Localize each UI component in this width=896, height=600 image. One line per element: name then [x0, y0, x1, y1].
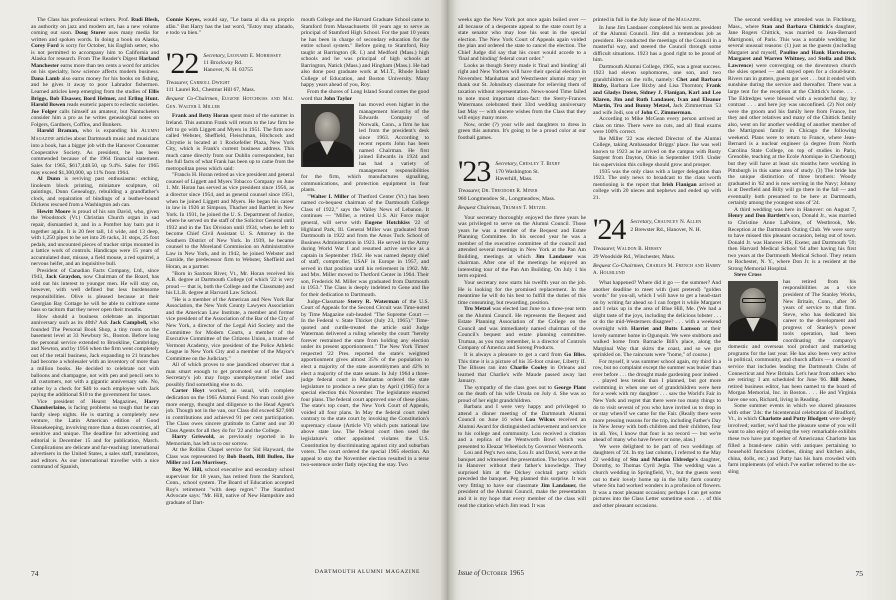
paragraph: Roy W. Hill, school executive and secondary school supervisor for 18 years, has retired from the Stamford, Conn., school system. The Board of Education accepted Roy's retirement "with deep regret." The Stamford Advocate says: "Mr. Hill, native of New Hampshire and graduate of Dart-	[166, 466, 294, 506]
paragraph: Looks as though Sterry made it 'final and binding' all right and New Yorkers will have their special election in November. Manhattan and Westchester alumni may yet thank our St. Johnsbury classmate for relieving them of taxation without representation. News-nosed Time failed to note most important class-fact: the Sterry-Frances Watermans celebrated their 33rd wedding anniversary last May — with sincere wishes from the Class that they will enjoy many more.	[458, 62, 586, 122]
paragraph: Harry Griswold, as previously reported in In Memoriam, has left us to our sorrow.	[166, 434, 294, 447]
paragraph: Carter Hoyt worked, as usual, with complete dedication on the 1965 Alumni Fund. No man could give more energy, thought and diligence to the Head Agent's job. Though not in the van, our Class did exceed $27,600 in contributions and achieved 91 per cent participation. The Class owes sincere gratitude to Carter and our 30 Class Agents for all they do for '22 and the College.	[166, 388, 294, 434]
paragraph: The second wedding we attended was in Fitchburg, Mass., where Stan and Barbara Chittick's daughter, Jane Rogers Chittick, was married to Jean-Bernard Martignoni, of Paris. This was a notable wedding for several unusual reasons: (1) just as the guests (including Margaret and myself, Pauline and Hank Hartshorne, Margaret and Warren Whitney, and Stella and Dick Lawrence) were converging on the downtown church the skies opened — and stayed open for a cloud-burst. Rivers ran in gutters, guests got wet . . . but it ended with sunshine during the service and thereafter. There was a large tent for the reception at the Chittick's home. . . . The Eldredges were blessed with a wonderful day, by contrast . . . and here joy was unconfined. (2) Not only were the groom and his family here from France, but they and other relatives and many of the Chittick family also, went on for another wedding of another member of the Martignoni family in Chicago the following weekend. Plans were to return to France, where Jean-Bernard is a nuclear engineer (a degree from North Carolina State College, on top of studies in Paris, Grenoble, teaching at the Ecole Atomique in Cherbourg) but they will have at least six months here working in Pittsburgh in this same area of study. (3) The bride has the unique distinction of three brothers: Woody graduated in '62 and is now serving in the Navy; Johnny is at Deerfield and Billy will go there in the fall — and eventually both presumed to be here at Dartmouth, certainly among the youngest sons of '24.	[728, 17, 856, 207]
paragraph: Barbara and I were very happy and privileged to attend a dinner meeting of the Dartmouth Alumni Council on June 16 when Lou Wilcox received an Alumni Award for distinguished achievement and service to his college and community. Lou received a citation and a replica of the Wentworth Bowl which was presented to Eleazar Wheelock by Governor Wentworth.	[458, 404, 586, 450]
issue-label: Issue of October 1965	[458, 569, 525, 577]
right-column-1	[458, 17, 586, 529]
paragraph: weeks ago the New York pot once again boiled over — all because of a desperate appeal to the state court by a state senator who may lose his seat in the special election. The New York Court of Appeals again voided the plan and ordered the state to cancel the election. The Chief Judge did say that his court would accede to a 'final and binding' federal court order."	[458, 17, 586, 63]
paragraph: For myself, it was summer school again, my third in a row, but no complaint except the summer was busier than ever before . . . the drought made gardening poor indeed . . . played less tennis than I planned, but got more swimming in when one set of grandchildren were here for a week with my daughter . . . saw the World's Fair in New York and regret that there were too many things to do to visit several of you who have invited us to drop in or stay when/if we came for the Fair. (Really there were more pressing reasons for the trip, including Father's Day in New Jersey with both children and their children, four in all. Yes, I know that four is no record — but we're ahead of many who have fewer or none, alas.)	[593, 358, 721, 444]
class-year: '24	[593, 213, 626, 247]
paragraph: At the Rollins Chapel service for Sid Hayward, the Class was represented by Bob Booth, Bill Bullen, Ike Miller and Len Morrissey.	[166, 447, 294, 467]
paragraph: Your secretary thoroughly enjoyed the three years he was privileged to serve on the Alumni Council. Those years he was a member of the Bequest and Estate Planning Committee. In his second year he was a member of the executive committee of the council and attended several meetings in New York at the Pan Am Building, meetings at which Jim Landauer was chairman. After one of the meetings he enjoyed an interesting tour of the Pan Am Building. On July 1 his term expired.	[458, 214, 586, 280]
paragraph: mouth College and the Harvard Graduate School came to Stamford from Massachusetts 18 years ago to serve as principal of Stamford High School. For the past 10 years he has been in charge of secondary education for the entire school system." Before going to Stamford, Roy taught at Barrington (R. I.) and Medford (Mass.) high schools and he was principal of high schools at Barrington, Natick (Mass.) and Hingham (Mass.). He had also done post graduate work at M.I.T., Rhode Island College of Education, and Boston University. Many happy years ahead of you, Roy.	[301, 17, 429, 89]
paragraph: According to Mike McGean every person arrived at class on time. There were no cuts, and all final exams were 100% correct.	[593, 116, 721, 136]
paragraph: President of Canadian Facts Company, Ltd., since 1943, Jack Graydon, now Chairman of the Board, has sold out his interest to younger men. He will stay on, however, with well defined but less burdensome responsibilities. Olive is pleased because at their Georgian Bay Cottage he will be able to cultivate some bass so taciturn that they never open their mouths.	[31, 267, 159, 314]
secretary-block: Secretary, Leonard E. Morrissey 11 Brockway Rd. Hanover, N. H. 03755	[203, 52, 282, 74]
paragraph: Harold Braman, who is expanding his Alumni Magazine articles about Dartmouth music and musicians into a book, has a bigger job with the Hanover Consumer Cooperative Society. As president, he has been commended because of the 1964 financial statement. Sales for 1965, $617,448.50, up 9.4%. Sales for 1965 may exceed $1,300,000, up 11% from 1964.	[31, 128, 159, 176]
running-title: DARTMOUTH ALUMNI MAGAZINE	[314, 569, 420, 575]
left-column-2	[166, 17, 294, 529]
paragraph: What happened? Where did it go — the summer? And another deadline to meet with (just pretend) "golden words" for you-all, which I will have to get a head-start on by writing far ahead so I can forget it while Margaret and I relax up in the area of Blue Hill, Me. (We had a slight taste of the joys, including the delicious lobster . . . or do the mid-Westerners disagree? . . . with a weekend overnight with Harriet and Butts Lamson at their lovely summer home in Ogunquit. We were stubborn and walked home from Barnacle Bill's place, along the Marginal Way that skirts the coast, and so we got sprinkled on. The raincoats were "home," of course.)	[593, 280, 721, 359]
paragraph: "Born in Saxtons River, Vt., Mr. Horan received his A.B. degree at Dartmouth College (of which '22 is very proud — that is, both the College and the Classmate) and his LL.B. degree at Harvard Law School.	[166, 270, 294, 297]
paragraph: In June Jim Landauer completed his term as president of the Alumni Council. Jim did a tremendous job as president. He conducted the meetings of the Council in a masterful way, and steered the Council through some difficult situations. 1923 has a good right to be proud of him.	[593, 24, 721, 64]
secretary-block: Secretary, Chauncey N. Allen 2 Brewster Rd., Hanover, N. H.	[630, 219, 702, 234]
paragraph: It is always a pleasure to get a card from Go Bliss. This time it is a picture of his 35-foot cruiser, Liberty II. The Blisses ran into Charlie Cooley in Orleans and learned that Charlie's wife Maude passed away last January.	[458, 351, 586, 385]
paragraph: "Walter I. Miller of Thetford Center (Vt.) has been named co-bequest chairman of the Dartmouth College Class of 1922," says the Valley News of Lebanon. It continues — "Miller, a retired U.S. Air Force major general, will serve with Eugene Hotchkiss '22 of Highland Park, Ill. General Miller was graduated from Dartmouth in 1922 and from the Amos Tuck School of Business Administration in 1923. He served in the Army during World War I and resumed active service as a captain in September 1942. He was named deputy chief of staff, comptroller, USAF in Europe in 1957, and served in that position until his retirement in 1962. Mr. and Mrs. Miller moved to Thetford Center in 1964. Their son, Frederick M. Miller was graduated from Dartmouth in 1953." The Class is deeply indebted to Gene and Ike for their dedication to Dartmouth.	[301, 193, 429, 298]
paragraph: Dartmouth Alumni College, 1965, was a great success. 1923 had eleven sophomores, one son, and two grandchildren on the rolls, namely: Chet and Barbara Bixby, Barbara Lee Bixby and Lisa Thornton; Frank and Gladys Doten, Sidney J. Flanigan, Karl and Lee Klaren, Jim and Ruth Landauer, Ivan and Eleanor Martin, Tru and Bunny Metzel, Jack Zimmerman '53 and wife Jodi, son of John C. Zimmerman.	[593, 63, 721, 116]
paragraph: Frank and Betty Horan spent most of the summer in Ireland. This autumn Frank will return to the law firm he left to go with Liggett and Myers in 1951. The firm now called Webster, Sheffield, Fleischman, Hitchcock and Chrystie is located at 1 Rockefeller Plaza, New York City, which is Frank's current business address. This much came directly from our Dublin correspondent, but the full facts of what Frank has been up to came from the metropolitan press which said:	[166, 113, 294, 172]
paragraph: Your secretary now starts his twelfth year on the job. He is looking for the promised replacement. In the meantime he will do his best to fulfill the duties of this time consuming, but rewarding, position.	[458, 279, 586, 306]
class-year: '23	[458, 155, 491, 189]
paragraph: All of which proves to one jaundiced observer that a man smart enough to get promoted out of the Class Secretary's job may forgo unemployment relief and possibly find something else to do.	[166, 362, 294, 388]
left-column-3	[301, 17, 429, 529]
class-year: '22	[166, 46, 199, 80]
paragraph: How should a business celebrate an important anniversary such as its 40th? Ask Jack Campbell, who founded The Personal Book Shop, a tiny room on the basement level at 33 Newbury St., Boston. Before long the personal service extended to Brookline, Cambridge, and Newton, and by 1956 when the firm went completely out of the retail business, Jack expanding to 21 branches had become a wholesaler with an inventory of more than a million books. He decided to celebrate not with balloons and champagne, not with pen and pencil sets to all customers, not with a gigantic anniversary sale. No, rather by a check for $40 to each employee with Jack paying the additional $10 to the government for taxes.	[31, 313, 159, 399]
right-column-2	[593, 17, 721, 529]
paragraph: has moved even higher in the management hierarchy of the Edwards Company of Norwalk, Conn., a firm he has led from the president's desk since 1963. According to recent reports John has been named Chairman. He first joined Edwards in 1924 and has had a variety of management responsibilities for the firm, which manufactures signalling, communications, and protection equipment in four plants.	[301, 102, 429, 194]
bequest-block: Bequest Co-Chairmen, Eugene Hotchkiss and Maj. Gen. Walter I. Miller	[166, 96, 294, 110]
treasurer-block: Treasurer, Waldon B. Hersey 29 Woodside Rd., Winchester, Mass.	[593, 246, 676, 261]
paragraph: We were delighted to be part of two weddings of daughters of '24. In my last column, I referred to the May 22 wedding of Stu and Marion Eldredge's daughter, Dorothy, to Thomas Cyril Jegla. The wedding was a church wedding in Springfield, Vt., but the guests went out to their lovely home up in the hilly farm country where Stu had worked wonders in a profusion of flowers. It was a most pleasant occasion; perhaps I can get some pictures into the Class Letter sometime soon . . . of this and other pleasant occasions.	[593, 443, 721, 509]
paragraph: Some summer events in which we shared pleasures with other '24s: the bicentennial celebration of Bradford, Vt., in which Charlotte and Putty Blodgett were deeply involved; earlier, we'd had the pleasure some of you will want to also enjoy of seeing the very remarkable exhibits these two have put together of Americana: Charlotte has filled a brand-new cabin with antiques pertaining to household functions (clothes, dining and kitchen aids, china, dolls, etc.) and Putty has his barn crowded with farm implements (of which I've earlier referred to the ox-sling	[728, 403, 856, 475]
paragraph: "He is a member of the American and New York Bar Association, the New York County Lawyers Association and the American Law Institute, a member and former vice president of the Association of the Bar of the City of New York, a director of the Legal Aid Society and the Committee for Modern Courts, a member of the Executive Committee of the Citizens Union, a trustee of Vermont Academy, vice president of the Police Athletic League in New York City and a member of the Mayor's Committee on the Judiciary."	[166, 296, 294, 362]
paragraph: Now, order (?) your wife and daughters to dress in green this autumn. It's going to be a proud color at our football games.	[458, 121, 586, 141]
paragraph: A third wedding was here in Hanover: on August 7, Henry and Don Bartlett's son, Donald Jr., was married to Christine Anne LaPointe, of Westbrook, Me. Reception at the Dartmouth Outing Club. We were sorry to have missed this pleasant occasion, being out of town. Donald Jr. was Hanover HS, Exeter, and Dartmouth '59; then Harvard Medical School '64 after having his first two years at the Dartmouth Medical School. They return to Rochester, N. Y., where Don Jr. is a resident at the Strong Memorial Hospital.	[728, 206, 856, 272]
paragraph: Steve Cross	[734, 272, 762, 279]
left-page-columns	[31, 17, 429, 529]
paragraph: Vice president of Hearst Magazines, Harry Chamberlaine, is facing problems so tough that he can hardly sleep nights. He is starting a completely new venture, the Latin American edition of Good Housekeeping, involving more than a dozen countries, all sensitive and unique. The deadline for advertising and editorial is December 15 and for publication, March. Complications are delicate and far-reaching: international advertisers in the United States, a sales staff, translators, and editors. As our international traveller with a nice command of Spanish,	[31, 398, 159, 471]
bequest-block: Bequest Chairman, Truman T. Metzel	[458, 204, 547, 211]
paragraph: Al Dunn is reviving past enthusiasms: etching, linoleum block printing, miniature sculpture, oil paintings, Dunn Genealogy, rebuilding a grandfather's clock, and repairation of bindings of a leather-bound Dickens rescued from a Washington ash can.	[31, 176, 159, 209]
paragraph: has retired from his responsibilities as a vice president of The Stanley Works, New Britain, Conn., after 36 years of service to that firm. Steve, who has dedicated his career to the development and progress of Stanley's power tools operation, had been coordinating the company's domestic and overseas tool product and marketing programs for the last year. He has also been very active in political, community, and church affairs — a record of service that includes leading the Dartmouth Clubs of Connecticut and New Britain. Let's hear from others who are retiring: I am scheduled for June '66. Bill Jones, retired business editor, has been named to the board of Morgan Memorial, Inc. in Boston. . . . He and Virginia have one son, Richard, living in Reading.	[728, 278, 856, 403]
treasurer-block: Treasurer, Dr. Theodore R. Miner 960 Longmeadow St., Longmeadow, Mass.	[458, 188, 556, 203]
paragraph: Lou and Peg's two sons, Lou Jr. and David, were at the banquet and witnessed the presentation. The boys arrived in Hanover without their father's knowledge. They surprised him at the Dickey cocktail party which preceded the banquet. Peg planned this surprise. It was very fitting to have our classmate Jim Landauer, the president of the Alumni Council, make the presentation and it is my hope that every member of the class will read the citation which Jim read. It was	[458, 450, 586, 509]
steve-cross-photo	[728, 281, 778, 341]
treasurer-block: Treasurer, Carroll Dwight 111 Laurel Rd., Chestnut Hill 67, Mass.	[166, 79, 256, 94]
secretary-block: Secretary, Chesley T. Bixby 170 Washington St. Haverhill, Mass.	[495, 161, 561, 182]
page-number: 75	[855, 569, 863, 578]
john-taylor-photo	[301, 104, 354, 167]
paragraph: Judge-Classmate Sterry R. Waterman of the U.S. Court of Appeals for the Second Circuit was Time-noted by Time Magazine sub-headed "The Supreme Court — In the Federal v. State Thicket (July 23, 1965)." Time-quoted and curdle-treated the article said Judge Waterman delivered a ruling whereby the court "hereby forever restrained the state from holding any election under its present apportionment." The New York Times' respected '22 Pres. reported the state's weighted apportionment gives almost 35% of the population to elect a majority of the state assemblymen and 42% to elect a majority of the state senate. In July 1964 a three-judge federal court in Manhattan ordered the state legislature to produce a new plan by April (1965) for a special election this November. The legislature enacted four plans. The federal court approved one of these plans. The state's top court, the New York Court of Appeals, voided all four plans. In May the federal court ruled contrary to the state court by invoking the Constitution's supremacy clause (Article VI) which puts national law above state law. The federal court then used the legislature's other appointed violates the U.S. Constitution by discriminating against city and suburban voters. The court ordered the special 1965 election. An appeal to stay the November election resulted in a terse two-sentence order flatly rejecting the stay. Two	[301, 298, 429, 469]
paragraph: The Class has professional writers. Prof. Rudi Blesh, an authority on jazz and modern art, has a new volume coming out soon. Doug Storer uses many media for written and spoken words. In doing a book on Alaska, Corey Ford is sorry for October, his English setter, who is not permitted to accompany him to California and Alaska for research. From The Reader's Digest Harland Manchester earns more than ten cents a word for articles on his specialty, how science affects modern business. Dana Lamb also earns money for his books on fishing, and he gives it away to poor Labrador fishermen. Learned articles keep emerging from the studies of Ellis Briggs, Bob Elsasser, Bord Helmer, and Erling Hunt. Harold Bowen reads esoteric papers to eclectic societies. Joe Folger calls himself an amateur, but Nantucketers consider him a pro as he writes genealogical notes on Folgers, Gardners, Coffins, and Bunkers.	[31, 17, 159, 128]
right-page	[448, 0, 896, 600]
right-column-3	[728, 17, 856, 529]
paragraph: The sympathy of the class goes out to George Plant on the death of his wife Ursula on July 4. She was so proud of her eight grandchildren.	[458, 384, 586, 404]
paragraph: "Francis H. Horan retired as vice president and general counsel of Liggett and Myers Tobacco Company on June 1. Mr. Horan has served as vice president since 1956, as a director since 1954, and as general counsel since 1951, when he joined Liggett and Myers. He began his career in law in 1926 at Simpson, Thacher and Bartlett in New York. In 1931, he joined the U. S. Department of Justice, where he served on the staff of the Solicitor General until 1932 and in the Tax Division until 1934, when he left to become Chief Civil Assistant U. S. Attorney in the Southern District of New York. In 1939, he became counsel to the Moreland Commission on Administrative Law in New York, and in 1942, he joined Webster and Garside, the predecessor firm to Webster, Sheffield and Horan, as a partner.	[166, 172, 294, 271]
paragraph: printed in full in the July issue of the Magazine.	[593, 17, 702, 23]
left-column-1	[31, 17, 159, 529]
paragraph: Connie Keyes, would say, "Le basta al dia su proprio afán." But Harry has the last word, "Estoy muy afanado, e todo va bien."	[166, 17, 294, 37]
bequest-block: Bequest Co-Chairmen, Charles M. French and Harry A. Holmlund	[593, 262, 721, 277]
class-header-1924	[593, 213, 721, 247]
paragraph: Ike Miller '22 was elected Director of the Alumni College, taking Ambassador Briggs' place. Ike was well known to 1923 as he arrived on the campus with Rusty Sargent from Dayton, Ohio in September 1919. Under his supervision this college should grow and prosper.	[593, 135, 721, 169]
right-page-columns	[458, 17, 856, 529]
paragraph: Hewitt Moore is proud of his son David, who, given the Woodstock (Vt.) Christian Church organ in sad repair, dismantled it, and in a Pomfret hay barn put it together again. It is 20 feet tall, 14 wide, and 13 deep, with 1,250 pipes to be set into 26 racks, 31 stops, 25 foot pedals, and uncounted pieces of tracker strips mounted in a lattice work of controls. Handicaps were 15 years of accumulated dust, misuse, a field mouse, a red squirrel, a nervous heifer, and an inquisitive bull.	[31, 208, 159, 268]
page-number: 74	[31, 569, 39, 578]
paragraph: 1935 was the only class with a larger delegation than 1923. The only news to broadcast to the class worth mentioning is the report that Irish Flanigan arrived at college with 20 nieces and nephews and ended up with 21.	[593, 168, 721, 201]
class-header-1923	[458, 155, 586, 189]
paragraph: Tru Metzel was elected last June to a three-year term on the Alumni Council. He represents the Bequest and Estate Planning Association of the College on the Council and was immediately named chairman of the Council's bequest and estate planning committee. Truman, as you may remember, is a director of Controls Company of America and Soreng Products.	[458, 306, 586, 352]
class-header-1922	[166, 46, 294, 80]
paragraph: From the shores of Long Island Sound comes the good word that John Taylor	[301, 89, 429, 102]
